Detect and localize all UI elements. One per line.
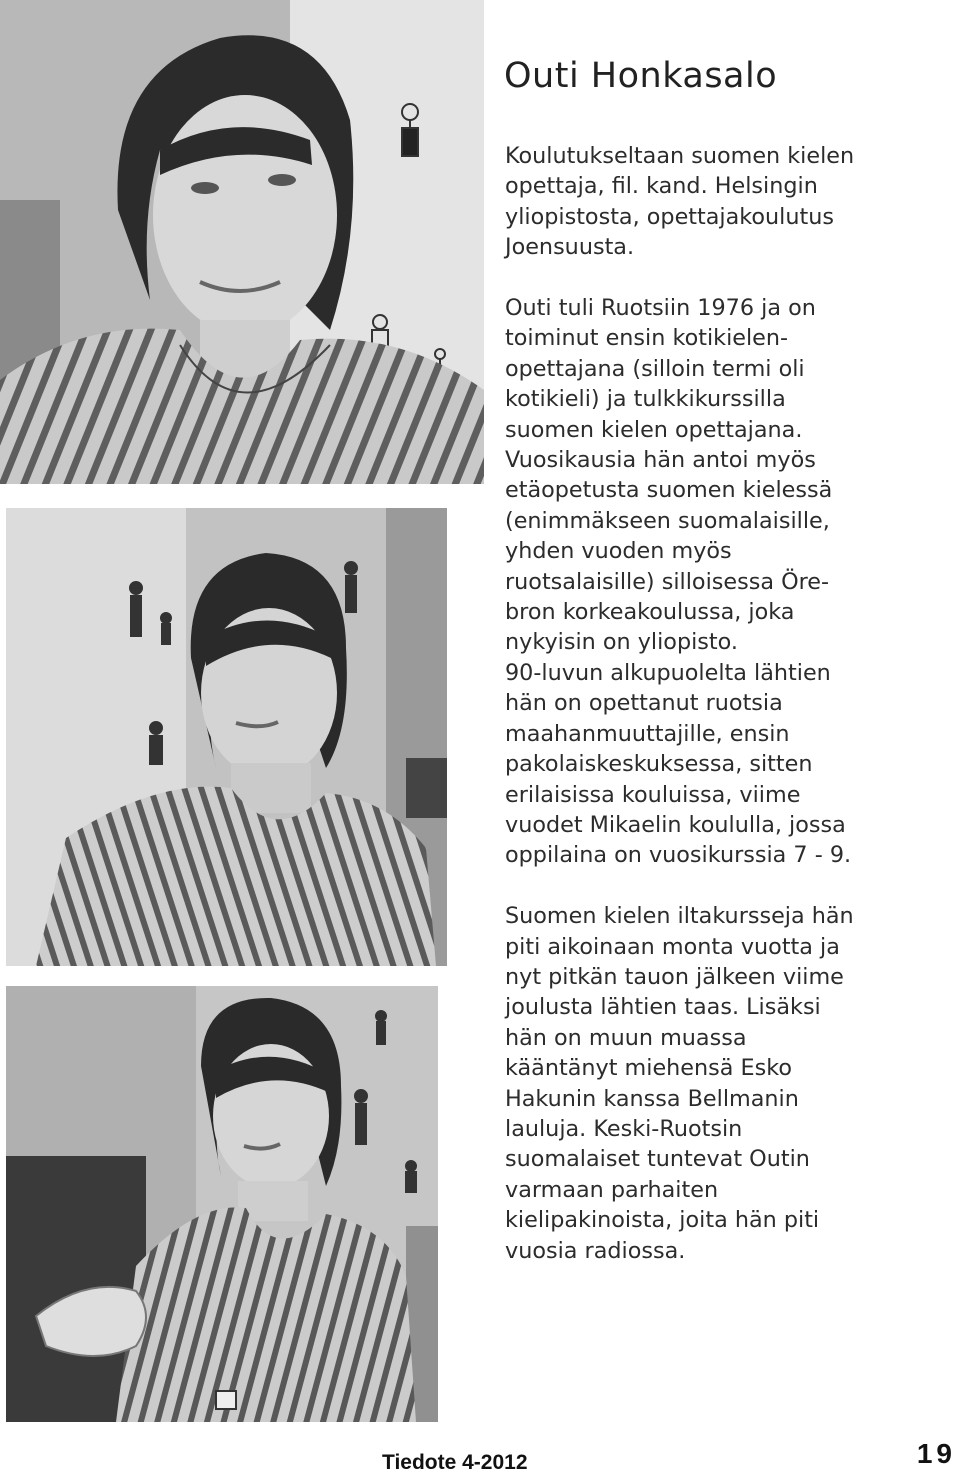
bio-line: vuodet Mikaelin koululla, jossa [505, 811, 846, 838]
bio-line: Suomen kielen iltakursseja hän [505, 903, 854, 930]
bio-line: kotikieli) ja tulkkikurssilla [505, 386, 786, 413]
bio-line: pakolaiskeskuksessa, sitten [505, 751, 813, 778]
portrait-photo-3 [6, 986, 438, 1422]
bio-line: yliopistosta, opettajakoulutus [505, 203, 834, 230]
page-title: Outi Honkasalo [504, 56, 778, 96]
bio-line: hän on opettanut ruotsia [505, 690, 783, 717]
portrait-photo-2-graphic [6, 508, 447, 966]
bio-line: oppilaina on vuosikurssia 7 - 9. [505, 842, 852, 869]
bio-line: lauluja. Keski-Ruotsin [505, 1115, 743, 1142]
bio-line: maahanmuuttajille, ensin [505, 720, 790, 747]
page-number: 19 [916, 1438, 956, 1469]
bio-line: Outi tuli Ruotsiin 1976 ja on [505, 295, 816, 322]
bio-line: Koulutukseltaan suomen kielen [505, 143, 855, 169]
bio-line: hän on muun muassa [505, 1024, 747, 1051]
bio-line: piti aikoinaan monta vuotta ja [505, 933, 840, 960]
bio-line: erilaisissa kouluissa, viime [505, 781, 801, 808]
bio-line: kääntänyt miehensä Esko [505, 1055, 792, 1082]
bio-paragraph [505, 901, 955, 1266]
bio-line: opettajana (silloin termi oli [505, 355, 805, 382]
biography-text [505, 141, 955, 1296]
publication-label: Tiedote 4-2012 [382, 1451, 528, 1474]
bio-line: joulusta lähtien taas. Lisäksi [505, 994, 821, 1021]
portrait-photo-1 [0, 0, 484, 484]
bio-line: vuosia radiossa. [505, 1237, 686, 1264]
bio-line: etäopetusta suomen kielessä [505, 477, 833, 504]
bio-line: toiminut ensin kotikielen- [505, 325, 789, 352]
bio-paragraph [505, 141, 955, 263]
bio-line: suomalaiset tuntevat Outin [505, 1146, 810, 1173]
bio-line: (enimmäkseen suomalaisille, [505, 507, 830, 534]
bio-line: opettaja, fil. kand. Helsingin [505, 173, 818, 200]
bio-paragraph [505, 293, 955, 871]
bio-line: kielipakinoista, joita hän piti [505, 1207, 820, 1234]
bio-line: bron korkeakoulussa, joka [505, 599, 795, 626]
bio-line: nykyisin on yliopisto. [505, 629, 738, 656]
portrait-photo-2 [6, 508, 447, 966]
portrait-photo-1-graphic [0, 0, 484, 484]
bio-line: nyt pitkän tauon jälkeen viime [505, 963, 844, 990]
bio-line: yhden vuoden myös [505, 538, 732, 565]
bio-line: ruotsalaisille) silloisessa Öre- [505, 568, 830, 595]
bio-line: varmaan parhaiten [505, 1176, 719, 1203]
bio-line: Hakunin kanssa Bellmanin [505, 1085, 799, 1112]
bio-line: suomen kielen opettajana. [505, 416, 803, 443]
bio-line: Vuosikausia hän antoi myös [505, 447, 816, 474]
portrait-photo-3-graphic [6, 986, 438, 1422]
bio-line: 90-luvun alkupuolelta lähtien [505, 659, 831, 686]
bio-line: Joensuusta. [505, 234, 635, 261]
